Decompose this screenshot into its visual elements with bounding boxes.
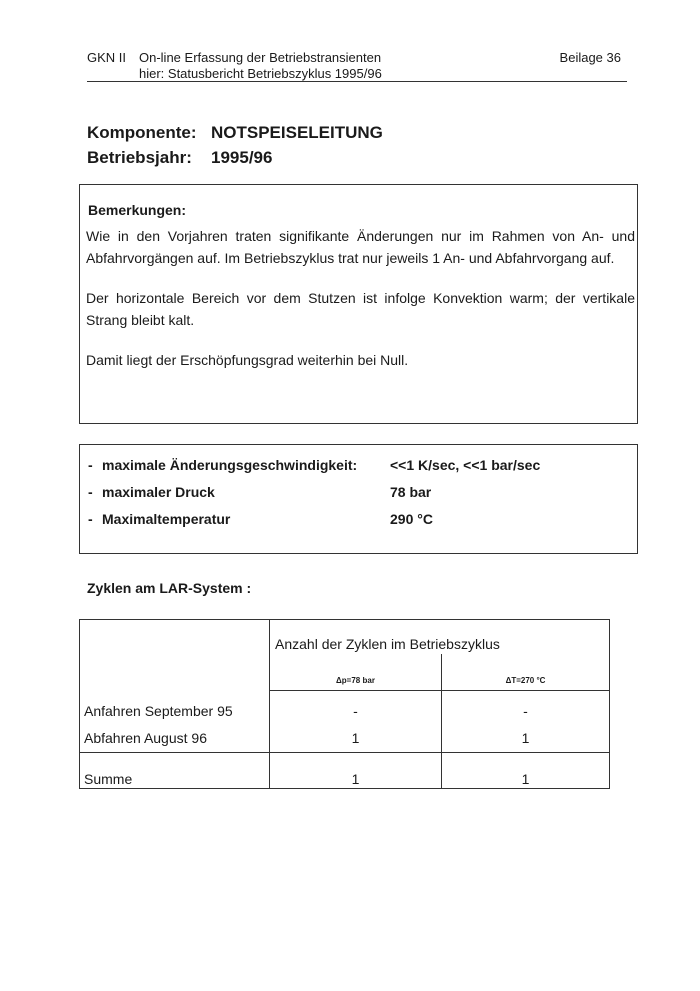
header-title bbox=[139, 50, 382, 82]
header-code: GKN II bbox=[87, 50, 127, 65]
table-group-header: Anzahl der Zyklen im Betriebszyklus bbox=[275, 636, 500, 652]
header-title-line1: On-line Erfassung der Betriebstransienten bbox=[139, 50, 382, 65]
table-subcol-divider bbox=[441, 654, 442, 788]
remarks-paragraph: Wie in den Vorjahren traten signifikante Änderungen nur im Rahmen von An- und Abfahrvorgängen auf. Im Betriebszyklus trat nur jeweils 1 An- und Abfahrvorgang auf. bbox=[86, 228, 635, 266]
table-border-bottom bbox=[79, 788, 610, 789]
table-cell-dp: - bbox=[353, 703, 358, 719]
betriebsjahr-label: Betriebsjahr: bbox=[87, 148, 192, 167]
parameter-row bbox=[88, 457, 540, 473]
table-border-top bbox=[79, 619, 610, 620]
parameter-value: <<1 K/sec, <<1 bar/sec bbox=[390, 457, 541, 473]
betriebsjahr-value: 1995/96 bbox=[211, 148, 273, 167]
component-block bbox=[87, 120, 383, 170]
parameter-label: Maximaltemperatur bbox=[102, 511, 231, 527]
parameter-label: maximaler Druck bbox=[102, 484, 215, 500]
table-col-dp: Δp=78 bar bbox=[336, 676, 375, 685]
attachment-number: Beilage 36 bbox=[559, 50, 621, 65]
parameter-dash: - bbox=[88, 457, 93, 473]
remarks-title: Bemerkungen: bbox=[88, 202, 187, 218]
remarks-paragraph: Damit liegt der Erschöpfungsgrad weiterhin bei Null. bbox=[86, 352, 409, 368]
table-subheader-divider bbox=[269, 690, 610, 691]
komponente-label: Komponente: bbox=[87, 123, 197, 142]
cycles-table bbox=[79, 619, 610, 789]
table-border-right bbox=[609, 619, 610, 789]
table-col-dt: ΔT=270 °C bbox=[505, 676, 546, 685]
cycles-title: Zyklen am LAR-System : bbox=[87, 580, 252, 596]
table-row-label: Abfahren August 96 bbox=[84, 730, 207, 746]
komponente-value: NOTSPEISELEITUNG bbox=[211, 123, 383, 142]
parameter-label: maximale Änderungsgeschwindigkeit: bbox=[102, 457, 358, 473]
parameter-row bbox=[88, 511, 433, 527]
parameter-dash: - bbox=[88, 484, 93, 500]
table-cell-dt: - bbox=[523, 703, 528, 719]
parameter-value: 78 bar bbox=[390, 484, 432, 500]
table-cell-dt: 1 bbox=[521, 730, 530, 746]
table-sum-label: Summe bbox=[84, 771, 133, 787]
parameter-row bbox=[88, 484, 431, 500]
table-sum-dt: 1 bbox=[521, 771, 530, 787]
header-title-line2: hier: Statusbericht Betriebszyklus 1995/96 bbox=[139, 66, 382, 81]
table-border-left bbox=[79, 619, 80, 789]
table-sum-dp: 1 bbox=[351, 771, 360, 787]
remarks-box bbox=[79, 184, 638, 424]
table-sum-divider bbox=[79, 752, 610, 753]
parameter-dash: - bbox=[88, 511, 93, 527]
table-cell-dp: 1 bbox=[351, 730, 360, 746]
remarks-paragraph: Der horizontale Bereich vor dem Stutzen ist infolge Konvektion warm; der vertikale Strang bleibt kalt. bbox=[86, 290, 635, 328]
parameter-value: 290 °C bbox=[390, 511, 433, 527]
parameters-box bbox=[79, 444, 638, 554]
table-row-label: Anfahren September 95 bbox=[84, 703, 233, 719]
header-divider bbox=[87, 81, 627, 82]
